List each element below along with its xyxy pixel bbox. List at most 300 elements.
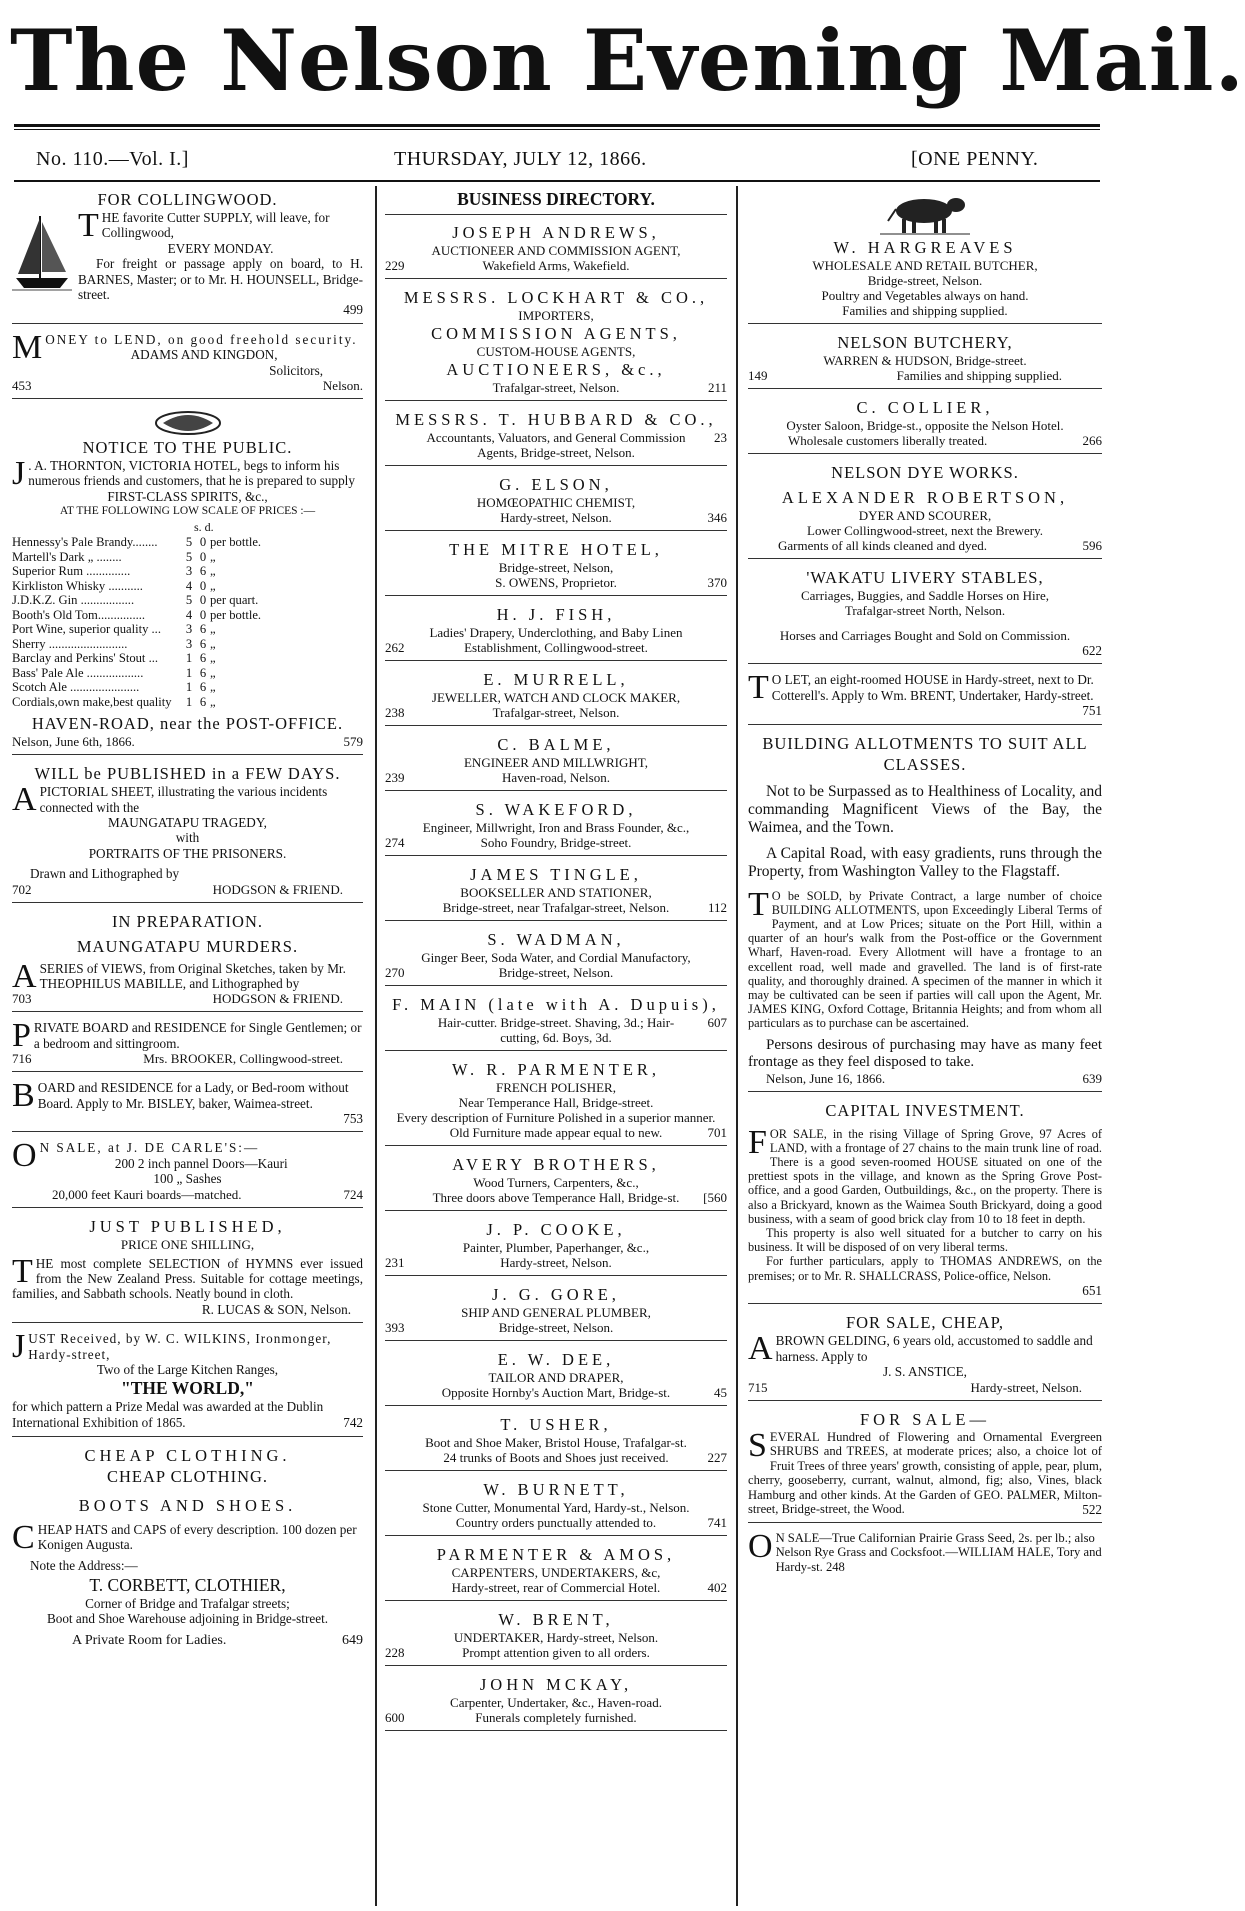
- entry-line: JEWELLER, WATCH AND CLOCK MAKER,: [431, 690, 681, 705]
- directory-entry: [385, 471, 727, 531]
- entry-line: HOMŒOPATHIC CHEMIST,: [476, 495, 636, 510]
- ad-name: T. CORBETT, CLOTHIER,: [89, 1574, 286, 1595]
- ad-title: WILL be PUBLISHED in a FEW DAYS.: [34, 764, 341, 784]
- ad-product: "THE WORLD,": [121, 1378, 254, 1399]
- ad-number: 716: [12, 1051, 32, 1067]
- ad-body: BROWN GELDING, 6 years old, accustomed to saddle and harness. Apply to: [775, 1333, 1093, 1364]
- ad-number: 751: [1082, 703, 1102, 719]
- price-pence: 6: [199, 665, 207, 680]
- price-heading: AT THE FOLLOWING LOW SCALE OF PRICES :—: [59, 505, 316, 518]
- ad-number: 715: [748, 1379, 768, 1395]
- drop-cap: A: [12, 781, 37, 819]
- price-shillings: 4: [185, 578, 193, 593]
- ad-day: EVERY MONDAY.: [167, 240, 274, 256]
- entry-name: JOSEPH ANDREWS,: [452, 223, 660, 242]
- ad-line: WHOLESALE AND RETAIL BUTCHER,: [812, 258, 1038, 273]
- price-unit: „: [210, 665, 216, 680]
- ad-title: CHEAP CLOTHING.: [106, 1466, 269, 1486]
- ad-note: Note the Address:—: [30, 1558, 138, 1574]
- entry-line: AUCTIONEERS, &c.,: [446, 360, 666, 379]
- directory-entry: [385, 796, 727, 856]
- price-unit: per bottle.: [210, 535, 262, 550]
- entry-name: JAMES TINGLE,: [470, 865, 642, 884]
- ad-number: 266: [1082, 433, 1102, 448]
- ad-body: ONEY to LEND, on good freehold security.: [45, 331, 358, 347]
- price-pence: 6: [199, 636, 207, 651]
- directory-entry: [385, 1151, 727, 1211]
- entry-line: Hardy-street, rear of Commercial Hotel.: [451, 1580, 661, 1595]
- entry-name: PARMENTER & AMOS,: [436, 1545, 676, 1564]
- price-row: [12, 593, 363, 608]
- ad-body: N SALE, at J. DE CARLE'S:—: [39, 1140, 260, 1156]
- price-item: J.D.K.Z. Gin .................: [12, 593, 135, 608]
- entry-line: Ginger Beer, Soda Water, and Cordial Manufactory,: [421, 950, 691, 965]
- ad-world: [12, 1328, 363, 1436]
- ad-line: WARREN & HUDSON, Bridge-street.: [823, 353, 1027, 368]
- price-pence: 6: [199, 622, 207, 637]
- directory-entry: [385, 1476, 727, 1536]
- ad-number: 622: [1082, 643, 1102, 658]
- column-divider-2: [736, 186, 738, 1906]
- crest-icon: [153, 409, 223, 435]
- ad-title: NELSON DYE WORKS.: [831, 463, 1019, 482]
- ad-number: 499: [343, 302, 363, 318]
- ad-body: HE favorite Cutter SUPPLY, will leave, for Collingwood,: [101, 210, 330, 241]
- ad-body: RIVATE BOARD and RESIDENCE for Single Gentlemen; or a bedroom and sittingroom.: [33, 1020, 362, 1051]
- price-pence: 6: [199, 651, 207, 666]
- directory-entry: [385, 536, 727, 596]
- issue-date: THURSDAY, JULY 12, 1866.: [394, 148, 647, 170]
- price-row: [12, 579, 363, 594]
- masthead-rule-thin: [14, 129, 1100, 130]
- price-unit: „: [210, 680, 216, 695]
- directory-title: BUSINESS DIRECTORY.: [385, 186, 727, 215]
- ad-body: . A. THORNTON, VICTORIA HOTEL, begs to inform his numerous friends and customers, that he is prepared to supply: [28, 458, 355, 489]
- price-row: [12, 695, 363, 710]
- ad-title: NOTICE TO THE PUBLIC.: [82, 438, 293, 458]
- entry-name: E. W. DEE,: [497, 1350, 615, 1369]
- entry-name: MESSRS. LOCKHART & CO.,: [403, 288, 709, 307]
- ad-grass-seed: [748, 1528, 1102, 1580]
- entry-number: 238: [385, 705, 405, 720]
- ad-dye-works: [748, 459, 1102, 559]
- price-row: [12, 622, 363, 637]
- entry-name: E. MURRELL,: [483, 670, 629, 689]
- ad-board-1: [12, 1017, 363, 1072]
- ad-line: Wholesale customers liberally treated.: [788, 433, 988, 448]
- ad-town: Nelson.: [322, 378, 363, 394]
- ad-number: 522: [1082, 1501, 1102, 1517]
- price-shillings: 1: [185, 665, 193, 680]
- ad-number: 639: [1082, 1070, 1102, 1086]
- price-unit: per bottle.: [210, 607, 262, 622]
- entry-name: J. P. COOKE,: [486, 1220, 626, 1239]
- entry-line: BOOKSELLER AND STATIONER,: [460, 885, 652, 900]
- ad-title: 'WAKATU LIVERY STABLES,: [806, 568, 1044, 587]
- ad-body: HE most complete SELECTION of HYMNS ever issued from the New Zealand Press. Suitable for cottage meetings, families, and Sabbath schools. Neatly bound in cloth.: [12, 1255, 363, 1302]
- entry-name: AVERY BROTHERS,: [452, 1155, 660, 1174]
- ad-paragraph: Persons desirous of purchasing may have as many feet frontage as they feel disposed to take.: [748, 1036, 1102, 1070]
- ad-hargreaves: [748, 186, 1102, 324]
- column-2: [385, 186, 727, 1906]
- column-3: [748, 186, 1102, 1906]
- ad-notice: [12, 404, 363, 755]
- ad-title: FOR SALE—: [860, 1409, 990, 1429]
- directory-entry: [385, 1281, 727, 1341]
- drop-cap: P: [12, 1017, 31, 1055]
- price-list: [12, 535, 363, 709]
- ad-line: DYER AND SCOURER,: [858, 508, 992, 523]
- ad-subtitle: MAUNGATAPU MURDERS.: [76, 936, 299, 956]
- ad-title: C. COLLIER,: [856, 398, 994, 417]
- ad-firm: HODGSON & FRIEND.: [212, 991, 343, 1007]
- entry-line: Hardy-street, Nelson.: [500, 1255, 612, 1270]
- entry-name: T. USHER,: [500, 1415, 612, 1434]
- entry-name: H. J. FISH,: [496, 605, 616, 624]
- ad-name: J. S. ANSTICE,: [883, 1364, 967, 1380]
- ad-date: Nelson, June 16, 1866.: [766, 1070, 886, 1086]
- ad-gelding: [748, 1309, 1102, 1400]
- entry-name: S. WADMAN,: [487, 930, 625, 949]
- drop-cap: B: [12, 1077, 35, 1115]
- entry-number: 23: [714, 430, 727, 445]
- price-row: [12, 680, 363, 695]
- ad-line: Trafalgar-street North, Nelson.: [844, 603, 1006, 618]
- entry-line: Stone Cutter, Monumental Yard, Hardy-st., Nelson.: [422, 1500, 690, 1515]
- ad-body: N SALE—True Californian Prairie Grass Seed, 2s. per lb.; also Nelson Rye Grass and Cocksfoot.—WILLIAM HALE, Tory and Hardy-st.: [775, 1530, 1102, 1574]
- ad-capital: [748, 1097, 1102, 1305]
- ad-to-let: [748, 669, 1102, 724]
- price-pence: 6: [199, 694, 207, 709]
- price-pence: 0: [199, 578, 207, 593]
- ad-line: 100 „ Sashes: [153, 1171, 222, 1187]
- price-item: Sherry .........................: [12, 636, 128, 651]
- ad-name: ALEXANDER ROBERTSON,: [781, 488, 1069, 507]
- dateline: [14, 148, 1100, 176]
- drop-cap: A: [748, 1330, 773, 1368]
- drop-cap: O: [12, 1137, 37, 1175]
- ad-subtitle: FIRST-CLASS SPIRITS, &c.,: [107, 488, 268, 504]
- price-shillings: 3: [185, 622, 193, 637]
- ad-name: Mrs. BROOKER, Collingwood-street.: [143, 1051, 343, 1067]
- entry-name: W. BURNETT,: [483, 1480, 629, 1499]
- ad-number: 248: [825, 1559, 845, 1574]
- entry-number: 231: [385, 1255, 405, 1270]
- entry-number: 701: [707, 1125, 727, 1140]
- ad-subtitle: MAUNGATAPU TRAGEDY,: [108, 814, 267, 830]
- directory-entry: [385, 406, 727, 466]
- entry-line: Hair-cutter. Bridge-street. Shaving, 3d.; Hair-cutting, 6d. Boys, 3d.: [437, 1015, 675, 1045]
- ad-number: 742: [343, 1415, 363, 1431]
- price-item: Cordials,own make,best quality: [12, 694, 172, 709]
- entry-line: IMPORTERS,: [518, 308, 594, 323]
- entry-name: MESSRS. T. HUBBARD & CO.,: [395, 410, 717, 429]
- ad-title: BUILDING ALLOTMENTS TO SUIT ALL CLASSES.: [762, 733, 1088, 774]
- entry-line: Funerals completely furnished.: [475, 1710, 637, 1725]
- ad-number: 703: [12, 991, 32, 1007]
- price-shillings: 4: [185, 607, 193, 622]
- directory-entry: [385, 1411, 727, 1471]
- drop-cap: A: [12, 957, 37, 995]
- ad-de-carle: [12, 1137, 363, 1207]
- entry-line: TAILOR AND DRAPER,: [488, 1370, 624, 1385]
- price-pence: 6: [199, 564, 207, 579]
- entry-line: Establishment, Collingwood-street.: [464, 640, 648, 655]
- price-shillings: 5: [185, 535, 193, 550]
- ad-line: 200 2 inch pannel Doors—Kauri: [114, 1155, 288, 1171]
- ad-line: Boot and Shoe Warehouse adjoining in Bridge-street.: [46, 1611, 329, 1627]
- entry-number: 270: [385, 965, 405, 980]
- directory-entry: [385, 1606, 727, 1666]
- directory-entry: [385, 284, 727, 401]
- drop-cap: F: [748, 1123, 767, 1161]
- ad-number: 702: [12, 881, 32, 897]
- entry-number: 228: [385, 1645, 405, 1660]
- drop-cap: T: [748, 669, 769, 707]
- price-unit: per quart.: [210, 593, 259, 608]
- entry-line: Painter, Plumber, Paperhanger, &c.,: [462, 1240, 650, 1255]
- price-shillings: 3: [185, 636, 193, 651]
- ad-subtitle: PRICE ONE SHILLING,: [120, 1236, 255, 1252]
- ad-title: W. HARGREAVES: [833, 238, 1017, 257]
- price-row: [12, 651, 363, 666]
- price-item: Martell's Dark „ ........: [12, 549, 122, 564]
- entry-line: Bridge-street, near Trafalgar-street, Nelson.: [442, 900, 670, 915]
- ad-body: UST Received, by W. C. WILKINS, Ironmonger, Hardy-street,: [28, 1331, 332, 1362]
- ad-line: Garments of all kinds cleaned and dyed.: [778, 538, 988, 553]
- drop-cap: M: [12, 328, 43, 366]
- entry-line: COMMISSION AGENTS,: [431, 324, 681, 343]
- price-item: Superior Rum ..............: [12, 564, 131, 579]
- price-item: Bass' Pale Ale ..................: [12, 665, 144, 680]
- ad-line: Oyster Saloon, Bridge-st., opposite the Nelson Hotel.: [786, 418, 1064, 433]
- entry-name: J. G. GORE,: [492, 1285, 620, 1304]
- directory-entry: [385, 1671, 727, 1731]
- entry-line: Engineer, Millwright, Iron and Brass Founder, &c.,: [422, 820, 690, 835]
- column-1: [12, 186, 363, 1906]
- entry-line: Bridge-street, Nelson,: [498, 560, 614, 575]
- entry-number: 239: [385, 770, 405, 785]
- price-unit: „: [210, 636, 216, 651]
- directory-entry: [385, 601, 727, 661]
- ad-line: Horses and Carriages Bought and Sold on Commission.: [779, 628, 1071, 643]
- entry-number: [560: [703, 1190, 727, 1205]
- ad-number: 651: [1082, 1282, 1102, 1298]
- entry-name: F. MAIN (late with A. Dupuis),: [392, 995, 720, 1014]
- entry-line: Accountants, Valuators, and General Commission Agents, Bridge-street, Nelson.: [426, 430, 686, 460]
- ox-icon: [880, 191, 970, 235]
- price-item: Barclay and Perkins' Stout ...: [12, 651, 159, 666]
- ad-line: Two of the Large Kitchen Ranges,: [96, 1362, 279, 1378]
- ad-body: EVERAL Hundred of Flowering and Ornamental Evergreen SHRUBS and TREES, at moderate prices; also, a choice lot of Fruit Trees of three years' growth, consisting of apple, pear, plum, cherry, gooseberry, currant, walnut, almond, fig; also, Vines, black Hamburg and other kinds. At the Garden of GEO. PALMER, Milton-street, Bridge-street, the Wood.: [748, 1429, 1102, 1517]
- price-item: Scotch Ale ......................: [12, 680, 140, 695]
- entry-line: CARPENTERS, UNDERTAKERS, &c,: [451, 1565, 661, 1580]
- ad-line: for which pattern a Prize Medal was awarded at the Dublin International Exhibition of 1865.: [12, 1399, 324, 1430]
- entry-number: 607: [707, 1015, 727, 1030]
- entry-line: SHIP AND GENERAL PLUMBER,: [461, 1305, 651, 1320]
- ad-body: OR SALE, in the rising Village of Spring Grove, 97 Acres of LAND, with a frontage of 27 chains to the main trunk line of road. There is a good seven-roomed HOUSE situated on one of the prettiest spots in the village, and known as the Spring Grove Post-office, and a good Garden, Outbuildings, &c., on the property. There is also a Brickyard, known as the Waimea South Brickyard, doing a good business, with a seam of good brick clay from 10 to 18 feet in depth.: [748, 1126, 1102, 1226]
- ad-with: with: [175, 830, 200, 846]
- entry-name: W. R. PARMENTER,: [451, 1060, 661, 1079]
- ad-shrubs: [748, 1406, 1102, 1523]
- entry-line: Bridge-street, Nelson.: [498, 965, 614, 980]
- entry-line: 24 trunks of Boots and Shoes just received.: [443, 1450, 669, 1465]
- ad-firm: ADAMS AND KINGDON,: [130, 347, 278, 363]
- ad-line: 20,000 feet Kauri boards—matched.: [52, 1186, 242, 1202]
- ad-body: PICTORIAL SHEET, illustrating the various incidents connected with the: [39, 784, 328, 815]
- ad-drawn: Drawn and Lithographed by: [30, 866, 180, 882]
- ad-allotments: [748, 730, 1102, 1092]
- ad-title: IN PREPARATION.: [112, 911, 263, 931]
- entry-line: Wakefield Arms, Wakefield.: [482, 258, 630, 273]
- drop-cap: T: [12, 1252, 33, 1290]
- price-shillings: 1: [185, 694, 193, 709]
- ad-line: A Private Room for Ladies.: [72, 1632, 227, 1648]
- masthead-title: The Nelson Evening Mail.: [10, 11, 1245, 110]
- price-units: s. d.: [194, 519, 214, 534]
- ad-number: 724: [343, 1186, 363, 1202]
- entry-line: FRENCH POLISHER,: [496, 1080, 616, 1095]
- price-unit: „: [210, 578, 216, 593]
- entry-line: Trafalgar-street, Nelson.: [492, 705, 620, 720]
- price-unit: „: [210, 622, 216, 637]
- entry-name: W. BRENT,: [498, 1610, 614, 1629]
- directory-entry: [385, 1216, 727, 1276]
- entry-number: 262: [385, 640, 405, 655]
- ad-board-2: [12, 1077, 363, 1132]
- price-pence: 0: [199, 535, 207, 550]
- entry-line: AUCTIONEER AND COMMISSION AGENT,: [431, 243, 681, 258]
- ad-line: Hardy-street, Nelson.: [970, 1379, 1082, 1395]
- ad-paragraph: This property is also well situated for a butcher to carry on his business. It will be disposed of on very liberal terms.: [748, 1226, 1102, 1255]
- ad-number: 649: [342, 1632, 363, 1648]
- drop-cap: T: [748, 885, 769, 923]
- price-row: [12, 535, 363, 550]
- ad-money: [12, 329, 363, 399]
- drop-cap: S: [748, 1426, 767, 1464]
- entry-line: Boot and Shoe Maker, Bristol House, Trafalgar-st.: [425, 1435, 687, 1450]
- entry-number: 370: [707, 575, 727, 590]
- price-unit: „: [210, 651, 216, 666]
- entry-line: Bridge-street, Nelson.: [498, 1320, 614, 1335]
- price-shillings: 3: [185, 564, 193, 579]
- ad-clothing: [12, 1442, 363, 1653]
- entry-number: 45: [714, 1385, 727, 1400]
- ad-paragraph: Not to be Surpassed as to Healthiness of Locality, and commanding Magnificent Views of the Bay, the Waimea, and the Town.: [748, 782, 1102, 836]
- price-item: Hennessy's Pale Brandy........: [12, 535, 158, 550]
- entry-number: 227: [707, 1450, 727, 1465]
- ad-title: BOOTS AND SHOES.: [78, 1495, 297, 1515]
- ad-number: 149: [748, 368, 768, 383]
- ad-paragraph: A Capital Road, with easy gradients, runs through the Property, from Washington Valley to the Flagstaff.: [748, 844, 1102, 880]
- ad-butchery: [748, 329, 1102, 389]
- ad-body: OARD and RESIDENCE for a Lady, or Bed-room without Board. Apply to Mr. BISLEY, baker, Waimea-street.: [37, 1080, 349, 1111]
- entry-line: Every description of Furniture Polished in a superior manner.: [396, 1110, 716, 1125]
- entry-line: Old Furniture made appear equal to new.: [449, 1125, 663, 1140]
- price-unit: „: [210, 564, 216, 579]
- directory-entry: [385, 666, 727, 726]
- entry-number: 346: [707, 510, 727, 525]
- price-shillings: 1: [185, 680, 193, 695]
- ad-line: Carriages, Buggies, and Saddle Horses on Hire,: [800, 588, 1050, 603]
- entry-line: Wood Turners, Carpenters, &c.,: [473, 1175, 639, 1190]
- ad-title: JUST PUBLISHED,: [89, 1216, 286, 1236]
- entry-line: Hardy-street, Nelson.: [500, 510, 612, 525]
- ad-title: NELSON BUTCHERY,: [837, 333, 1013, 352]
- entry-line: Ladies' Drapery, Underclothing, and Baby Linen: [429, 625, 683, 640]
- ad-title: CHEAP CLOTHING.: [84, 1445, 291, 1465]
- ad-number: 753: [343, 1110, 363, 1126]
- entry-name: G. ELSON,: [499, 475, 613, 494]
- ad-preparation: [12, 908, 363, 1013]
- column-divider-1: [375, 186, 377, 1906]
- entry-line: S. OWENS, Proprietor.: [495, 575, 617, 590]
- directory-list: [385, 219, 727, 1731]
- ad-line: Lower Collingwood-street, next the Brewery.: [807, 523, 1043, 538]
- ship-icon: [12, 212, 72, 292]
- ad-body: O be SOLD, by Private Contract, a large number of choice BUILDING ALLOTMENTS, upon Exceedingly Liberal Terms of Payment, and at Low Prices; situate on the Port Hill, within a quarter of an hour's walk from the Post-office or the Government Wharf, Haven-road. Every Allotment will have a frontage to an excellent road, well made and gravelled. The land is of first-rate quality, and thoroughly drained. A specimen of the manner in which it may be cultivated can be seen if parties will call upon the Agent, Mr. JAMES KING, Oxford Cottage, Britannia Heights; and from whom all particulars as to purchase can be ascertained.: [748, 888, 1102, 1031]
- price-pence: 6: [199, 680, 207, 695]
- directory-entry: [385, 219, 727, 279]
- ad-line: Families and shipping supplied.: [896, 368, 1062, 383]
- directory-entry: [385, 731, 727, 791]
- ad-body: HEAP HATS and CAPS of every description. 100 dozen per Konigen Augusta.: [37, 1521, 357, 1553]
- drop-cap: T: [78, 207, 99, 244]
- price-row: [12, 550, 363, 565]
- price-row: [12, 564, 363, 579]
- directory-entry: [385, 861, 727, 921]
- entry-line: Country orders punctually attended to.: [455, 1515, 657, 1530]
- ad-body: O LET, an eight-roomed HOUSE in Hardy-street, next to Dr. Cotterell's. Apply to Wm. BRENT, Undertaker, Hardy-street.: [771, 672, 1094, 703]
- ad-line: Families and shipping supplied.: [842, 303, 1008, 318]
- entry-number: 600: [385, 1710, 405, 1725]
- entry-number: 229: [385, 258, 405, 273]
- masthead-rule: [14, 124, 1100, 127]
- entry-line: CUSTOM-HOUSE AGENTS,: [476, 344, 636, 359]
- ad-line: Poultry and Vegetables always on hand.: [821, 288, 1029, 303]
- drop-cap: J: [12, 1328, 26, 1366]
- price-row: [12, 608, 363, 623]
- ad-freight: For freight or passage apply on board, to H. BARNES, Master; or to Mr. H. HOUNSELL, Bridge-street.: [78, 256, 363, 303]
- price-pence: 0: [199, 593, 207, 608]
- drop-cap: J: [12, 455, 26, 493]
- ad-number: 596: [1082, 538, 1102, 553]
- ad-portraits: PORTRAITS OF THE PRISONERS.: [88, 845, 287, 861]
- entry-line: Prompt attention given to all orders.: [462, 1645, 650, 1660]
- ad-number: 579: [343, 734, 363, 750]
- price-row: [12, 637, 363, 652]
- entry-line: UNDERTAKER, Hardy-street, Nelson.: [453, 1630, 659, 1645]
- entry-line: Soho Foundry, Bridge-street.: [480, 835, 632, 850]
- entry-line: Haven-road, Nelson.: [502, 770, 610, 785]
- ad-collingwood: [12, 186, 363, 324]
- price-shillings: 5: [185, 549, 193, 564]
- entry-name: THE MITRE HOTEL,: [449, 540, 663, 559]
- price-item: Booth's Old Tom...............: [12, 607, 146, 622]
- directory-entry: [385, 1346, 727, 1406]
- drop-cap: O: [748, 1527, 773, 1565]
- ad-date: Nelson, June 6th, 1866.: [12, 734, 135, 750]
- directory-entry: [385, 1541, 727, 1601]
- ad-line: Corner of Bridge and Trafalgar streets;: [85, 1595, 290, 1611]
- ad-collier: [748, 394, 1102, 454]
- entry-number: 741: [707, 1515, 727, 1530]
- entry-line: Near Temperance Hall, Bridge-street.: [458, 1095, 654, 1110]
- dateline-rule: [14, 180, 1100, 182]
- ad-firm: HODGSON & FRIEND.: [212, 881, 343, 897]
- price-pence: 0: [199, 549, 207, 564]
- price-shillings: 1: [185, 651, 193, 666]
